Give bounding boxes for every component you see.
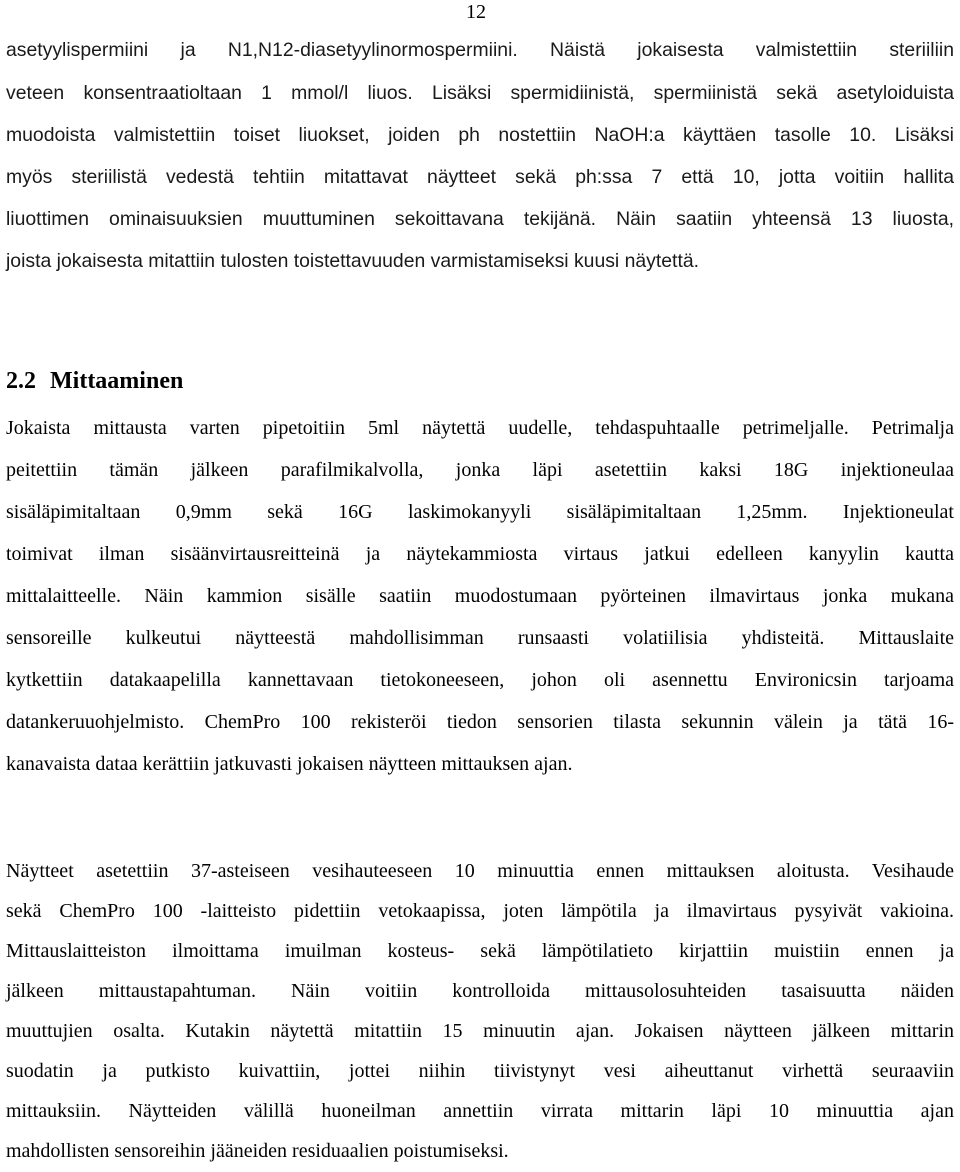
text-line: sensoreille kulkeutui näytteestä mahdollisimman runsaasti volatiilisia yhdisteitä. Mittauslaite — [6, 627, 954, 649]
text-line: jälkeen mittaustapahtuman. Näin voitiin kontrolloida mittausolosuhteiden tasaisuutta näiden — [6, 980, 954, 1002]
text-line: kanavaista dataa kerättiin jatkuvasti jokaisen näytteen mittauksen ajan. — [6, 753, 573, 775]
text-line: toimivat ilman sisäänvirtausreitteinä ja näytekammiosta virtaus jatkui edelleen kanyylin kautta — [6, 543, 954, 565]
text-line: kytkettiin datakaapelilla kannettavaan tietokoneeseen, johon oli asennettu Environicsin tarjoama — [6, 669, 954, 691]
section-title: Mittaaminen — [50, 368, 184, 394]
text-line: peitettiin tämän jälkeen parafilmikalvolla, jonka läpi asetettiin kaksi 18G injektioneulaa — [6, 459, 954, 481]
text-line: mahdollisten sensoreihin jääneiden residuaalien poistumiseksi. — [6, 1140, 509, 1162]
text-line: veteen konsentraatioltaan 1 mmol/l liuos. Lisäksi spermidiinistä, spermiinistä sekä asetyloiduista — [6, 82, 954, 104]
section-heading — [6, 366, 183, 396]
text-line: sisäläpimitaltaan 0,9mm sekä 16G laskimokanyyli sisäläpimitaltaan 1,25mm. Injektioneulat — [6, 501, 954, 523]
text-line: suodatin ja putkisto kuivattiin, jottei niihin tiivistynyt vesi aiheuttanut virhettä seuraaviin — [6, 1060, 954, 1082]
text-line: liuottimen ominaisuuksien muuttuminen sekoittavana tekijänä. Näin saatiin yhteensä 13 liuosta, — [6, 208, 954, 230]
text-line: mittalaitteelle. Näin kammion sisälle saatiin muodostumaan pyörteinen ilmavirtaus jonka mukana — [6, 585, 954, 607]
text-line: asetyylispermiini ja N1,N12-diasetyylinormospermiini. Näistä jokaisesta valmistettiin steriiliin — [6, 39, 954, 61]
text-line: datankeruuohjelmisto. ChemPro 100 rekisteröi tiedon sensorien tilasta sekunnin välein ja tätä 16- — [6, 711, 954, 733]
text-line: sekä ChemPro 100 -laitteisto pidettiin vetokaapissa, joten lämpötila ja ilmavirtaus pysyivät vakioina. — [6, 900, 954, 922]
text-line: Mittauslaitteiston ilmoittama imuilman kosteus- sekä lämpötilatieto kirjattiin muistiin ennen ja — [6, 940, 954, 962]
text-line: muuttujien osalta. Kutakin näytettä mitattiin 15 minuutin ajan. Jokaisen näytteen jälkeen mittarin — [6, 1020, 954, 1042]
text-line: mittauksiin. Näytteiden välillä huoneilman annettiin virrata mittarin läpi 10 minuuttia ajan — [6, 1100, 954, 1122]
text-line: muodoista valmistettiin toiset liuokset, joiden ph nostettiin NaOH:a käyttäen tasolle 10. Lisäksi — [6, 124, 954, 146]
page-number: 12 — [466, 1, 486, 23]
text-line: myös steriilistä vedestä tehtiin mitattavat näytteet sekä ph:ssa 7 että 10, jotta voitiin hallita — [6, 166, 954, 188]
section-number: 2.2 — [6, 368, 36, 394]
text-line: Näytteet asetettiin 37-asteiseen vesihauteeseen 10 minuuttia ennen mittauksen aloitusta. Vesihaude — [6, 860, 954, 882]
text-line: Jokaista mittausta varten pipetoitiin 5ml näytettä uudelle, tehdaspuhtaalle petrimeljalle. Petrimalja — [6, 417, 954, 439]
text-line: joista jokaisesta mitattiin tulosten toistettavuuden varmistamiseksi kuusi näytettä. — [6, 250, 699, 272]
